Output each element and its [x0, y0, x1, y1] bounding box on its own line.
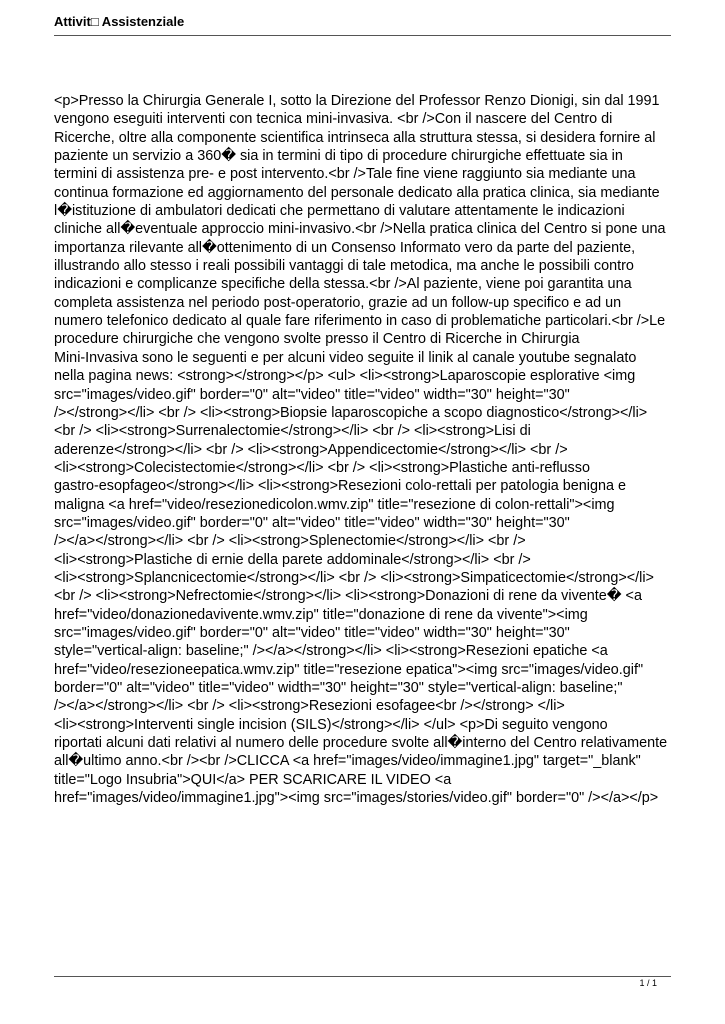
body-line: <br /> <li><strong>Nefrectomie</strong></li> <li><strong>Donazioni di rene da vivente� <a — [54, 588, 642, 605]
body-line: termini di assistenza pre- e post intervento.<br />Tale fine viene raggiunto sia mediante una — [54, 166, 636, 183]
body-line: <li><strong>Plastiche di ernie della parete addominale</strong></li> <br /> — [54, 551, 531, 568]
body-line: /></a></strong></li> <br /> <li><strong>Splenectomie</strong></li> <br /> — [54, 533, 526, 550]
body-line: continua formazione ed aggiornamento del personale dedicato alla pratica clinica, sia mediante — [54, 184, 660, 201]
body-line: style="vertical-align: baseline;" /></a></strong></li> <li><strong>Resezioni epatiche <a — [54, 643, 608, 660]
body-line: procedure chirurgiche che vengono svolte presso il Centro di Ricerche in Chirurgia — [54, 331, 580, 348]
body-line: aderenze</strong></li> <br /> <li><strong>Appendicectomie</strong></li> <br /> — [54, 441, 568, 458]
body-line: numero telefonico dedicato al quale fare riferimento in caso di problematiche particolari.<br />Le — [54, 313, 666, 330]
body-line: importanza rilevante all�ottenimento di un Consenso Informato vero da parte del paziente, — [54, 239, 636, 256]
body-line: all�ultimo anno.<br /><br />CLICCA <a href="images/video/immagine1.jpg" target="_blank" — [54, 753, 641, 770]
body-line: href="video/donazionedavivente.wmv.zip" title="donazione di rene da vivente"><img — [54, 606, 588, 623]
body-line: /></strong></li> <br /> <li><strong>Biopsie laparoscopiche a scopo diagnostico</strong></li> — [54, 404, 648, 421]
body-line: illustrando allo stesso i reali possibili vantaggi di tale metodica, ma anche le possibili contro — [54, 258, 634, 275]
document-body — [54, 92, 674, 807]
body-line: Mini-Invasiva sono le seguenti e per alcuni video seguite il linik al canale youtube segnalato — [54, 349, 637, 366]
body-line: indicazioni e complicanze specifiche della stessa.<br />Al paziente, viene poi garantita una — [54, 276, 632, 293]
body-line: gastro-esopfageo</strong></li> <li><strong>Resezioni colo-rettali per patologia benigna e — [54, 478, 627, 495]
body-line: <li><strong>Interventi single incision (SILS)</strong></li> </ul> <p>Di seguito vengono — [54, 716, 608, 733]
body-line: riportati alcuni dati relativi al numero delle procedure svolte all�interno del Centro relativamente — [54, 735, 668, 752]
body-line: <li><strong>Splancnicectomie</strong></li> <br /> <li><strong>Simpaticectomie</strong></li> — [54, 569, 654, 586]
body-line: vengono eseguiti interventi con tecnica mini-invasiva. <br />Con il nascere del Centro di — [54, 111, 613, 128]
page-number: 1 / 1 — [639, 978, 657, 988]
body-line: nella pagina news: <strong></strong></p> <ul> <li><strong>Laparoscopie esplorative <img — [54, 368, 636, 385]
body-line: /></a></strong></li> <br /> <li><strong>Resezioni esofagee<br /></strong> </li> — [54, 698, 565, 715]
footer-divider — [54, 976, 671, 977]
body-line: cliniche all�eventuale approccio mini-invasivo.<br />Nella pratica clinica del Centro si pone una — [54, 221, 666, 238]
body-line: href="video/resezioneepatica.wmv.zip" title="resezione epatica"><img src="images/video.gif" — [54, 661, 644, 678]
body-line: maligna <a href="video/resezionedicolon.wmv.zip" title="resezione di colon-rettali"><img — [54, 496, 615, 513]
body-line: Ricerche, oltre alla componente scientifica intrinseca alla struttura stessa, si desidera fornire al — [54, 129, 656, 146]
body-line: completa assistenza nel periodo post-operatorio, grazie ad un follow-up specifico e ad un — [54, 294, 622, 311]
body-line: src="images/video.gif" border="0" alt="video" title="video" width="30" height="30" — [54, 514, 570, 531]
header-divider — [54, 35, 671, 36]
body-line: paziente un servizio a 360� sia in termini di tipo di procedure chirurgiche effettuate sia in — [54, 148, 623, 165]
body-line: border="0" alt="video" title="video" width="30" height="30" style="vertical-align: baseline;" — [54, 680, 623, 696]
body-line: <br /> <li><strong>Surrenalectomie</strong></li> <br /> <li><strong>Lisi di — [54, 423, 531, 440]
body-line: src="images/video.gif" border="0" alt="video" title="video" width="30" height="30" — [54, 386, 570, 403]
body-line: <li><strong>Colecistectomie</strong></li> <br /> <li><strong>Plastiche anti-reflusso — [54, 459, 590, 476]
body-line: title="Logo Insubria">QUI</a> PER SCARICARE IL VIDEO <a — [54, 771, 452, 788]
body-line: src="images/video.gif" border="0" alt="video" title="video" width="30" height="30" — [54, 624, 570, 641]
body-line: <p>Presso la Chirurgia Generale I, sotto la Direzione del Professor Renzo Dionigi, sin dal 1991 — [54, 93, 660, 109]
body-line: href="images/video/immagine1.jpg"><img src="images/stories/video.gif" border="0" /></a></p> — [54, 790, 659, 807]
page-header-title: Attivit□ Assistenziale — [54, 14, 185, 29]
body-line: l�istituzione di ambulatori dedicati che permettano di valutare attentamente le indicazioni — [54, 203, 625, 220]
